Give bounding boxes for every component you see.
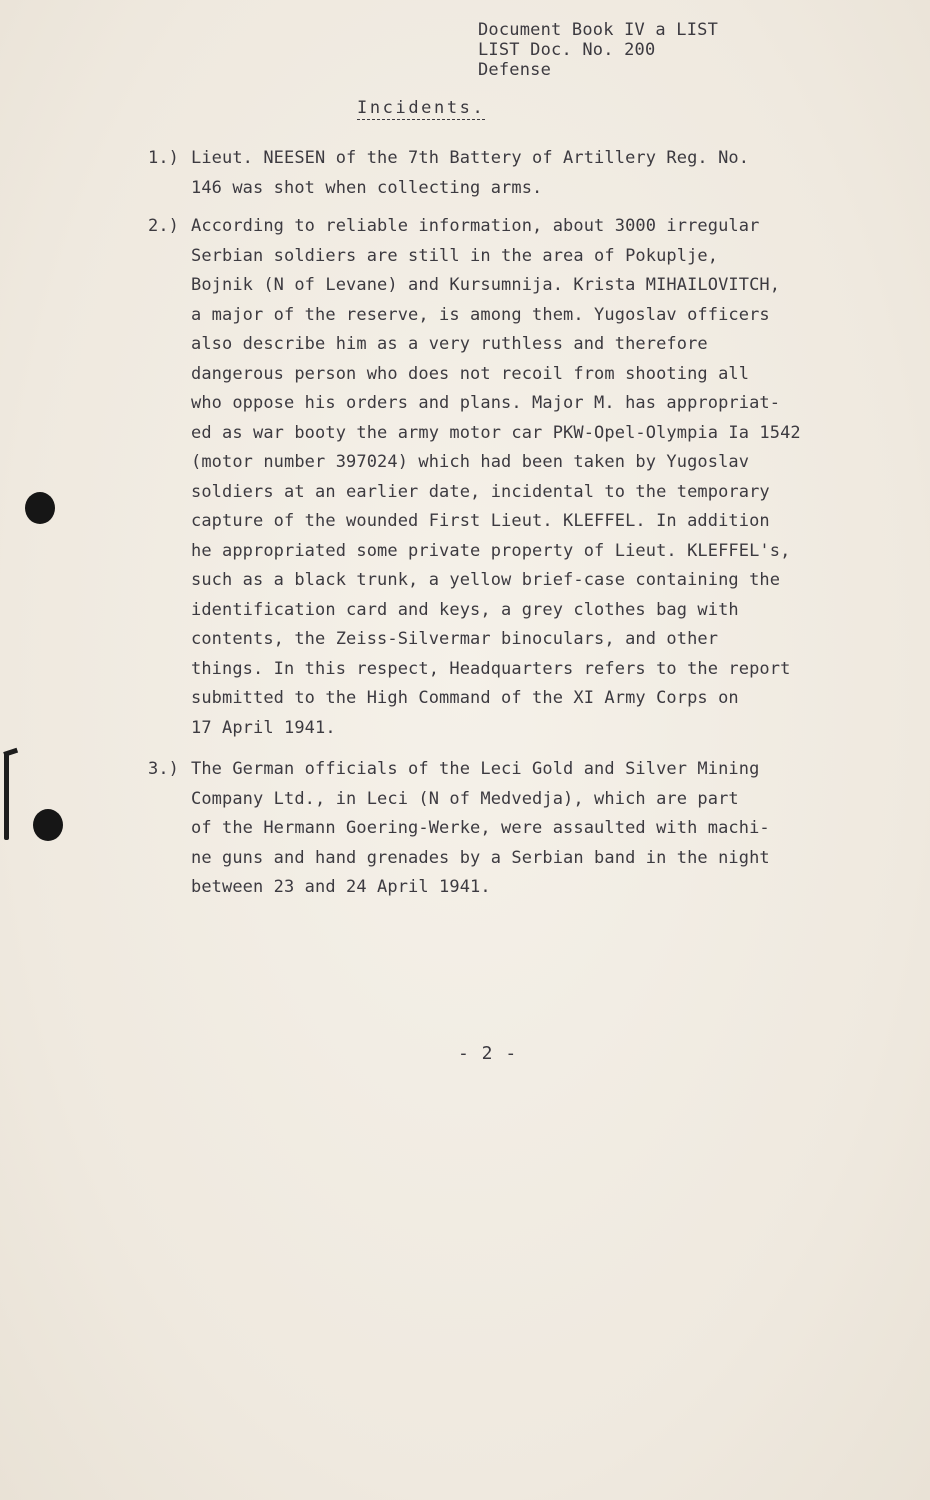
incident-number: 2.): [148, 216, 180, 236]
edge-mark: [4, 752, 9, 840]
text-line: contents, the Zeiss-Silvermar binoculars, and other: [191, 629, 719, 649]
text-line: soldiers at an earlier date, incidental to the temporary: [191, 481, 770, 502]
incident-item-2: [148, 212, 908, 743]
text-line: 146 was shot when collecting arms.: [191, 177, 543, 198]
incident-text: [191, 144, 908, 203]
text-line: submitted to the High Command of the XI Army Corps on: [191, 688, 739, 708]
text-line: Company Ltd., in Leci (N of Medvedja), which are part: [191, 788, 739, 809]
text-line: The German officials of the Leci Gold and Silver Mining: [191, 759, 760, 779]
text-line: (motor number 397024) which had been taken by Yugoslav: [191, 452, 750, 472]
text-line: Serbian soldiers are still in the area of Pokuplje,: [191, 245, 719, 266]
incident-item-3: [148, 755, 908, 903]
text-line: ne guns and hand grenades by a Serbian band in the night: [191, 847, 770, 868]
text-line: Lieut. NEESEN of the 7th Battery of Artillery Reg. No.: [191, 148, 750, 168]
text-line: capture of the wounded First Lieut. KLEFFEL. In addition: [191, 511, 770, 531]
incident-number: 3.): [148, 759, 180, 779]
punch-hole: [33, 809, 63, 841]
incident-text: [191, 212, 908, 743]
document-title: Incidents.: [357, 98, 486, 118]
text-line: dangerous person who does not recoil from shooting all: [191, 363, 750, 384]
text-line: a major of the reserve, is among them. Yugoslav officers: [191, 304, 770, 325]
text-line: also describe him as a very ruthless and therefore: [191, 334, 708, 354]
text-line: identification card and keys, a grey clothes bag with: [191, 599, 739, 620]
incident-number: 1.): [148, 148, 180, 168]
header-line-3: Defense: [478, 60, 552, 80]
punch-hole: [25, 492, 55, 524]
header-line-1: Document Book IV a LIST: [478, 20, 719, 40]
text-line: he appropriated some private property of Lieut. KLEFFEL's,: [191, 540, 791, 561]
text-line: things. In this respect, Headquarters refers to the report: [191, 658, 791, 679]
text-line: between 23 and 24 April 1941.: [191, 877, 491, 897]
incident-text: [191, 755, 908, 903]
page-number: - 2 -: [458, 1043, 518, 1064]
text-line: Bojnik (N of Levane) and Kursumnija. Krista MIHAILOVITCH,: [191, 275, 781, 295]
text-line: such as a black trunk, a yellow brief-case containing the: [191, 570, 781, 590]
text-line: According to reliable information, about 3000 irregular: [191, 216, 760, 236]
text-line: ed as war booty the army motor car PKW-Opel-Olympia Ia 1542: [191, 422, 801, 443]
header-line-2: LIST Doc. No. 200: [478, 40, 656, 60]
document-header: [478, 20, 718, 80]
text-line: who oppose his orders and plans. Major M. has appropriat-: [191, 393, 781, 413]
text-line: 17 April 1941.: [191, 717, 336, 738]
incident-item-1: [148, 144, 908, 203]
text-line: of the Hermann Goering-Werke, were assaulted with machi-: [191, 818, 770, 838]
